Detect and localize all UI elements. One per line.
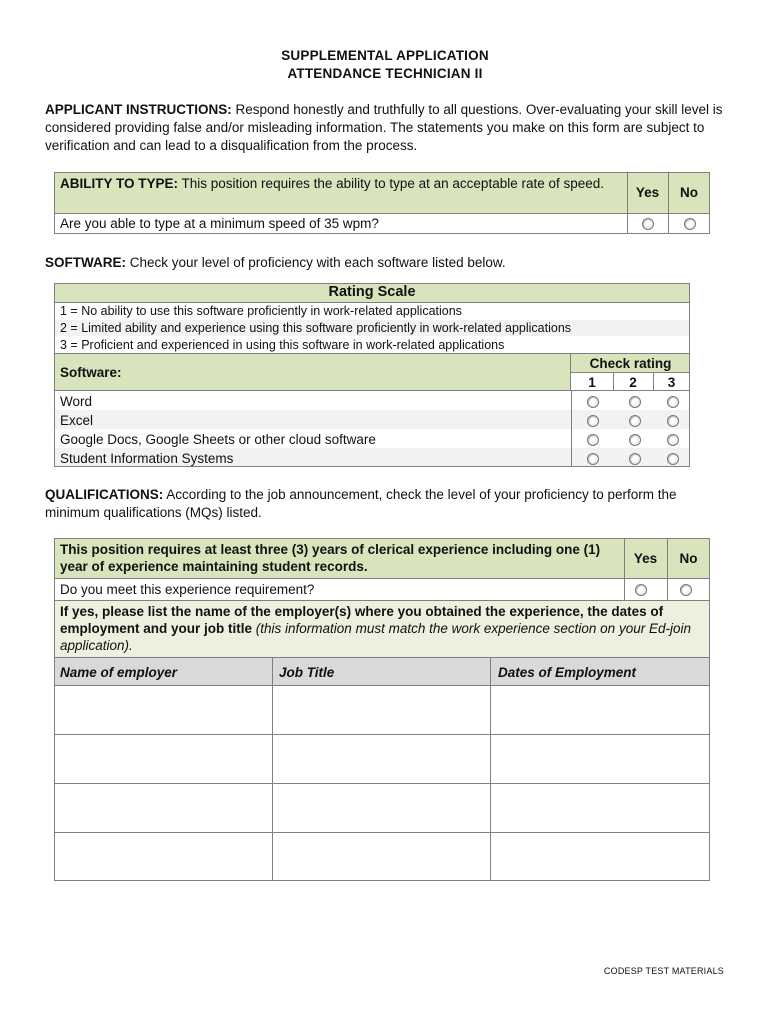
rating-scale-2: 2 = Limited ability and experience using this software proficiently in work-related applications	[60, 321, 572, 335]
qualifications-label: QUALIFICATIONS:	[45, 487, 164, 502]
dates-cell-1[interactable]	[491, 686, 709, 734]
sis-rating-1-radio[interactable]	[587, 453, 599, 465]
footer-text: CODESP TEST MATERIALS	[603, 966, 724, 976]
word-rating-1-radio[interactable]	[587, 396, 599, 408]
title-line-2: ATTENDANCE TECHNICIAN II	[287, 66, 483, 81]
google-rating-3-radio[interactable]	[667, 434, 679, 446]
qualifications-instructions	[45, 486, 735, 522]
employer-cell-2[interactable]	[55, 735, 271, 783]
requirement-text: This position requires at least three (3) years of clerical experience including one (1) year of experience maintaining student records.	[60, 542, 601, 574]
excel-rating-3-radio[interactable]	[667, 415, 679, 427]
typing-text: This position requires the ability to type at an acceptable rate of speed.	[178, 176, 605, 191]
requirement-no-radio[interactable]	[680, 584, 692, 596]
job-title-cell-3[interactable]	[273, 784, 489, 832]
software-label: SOFTWARE:	[45, 255, 126, 270]
typing-label: ABILITY TO TYPE:	[60, 176, 179, 191]
col-dates-header: Dates of Employment	[498, 665, 637, 680]
qualifications-text: According to the job announcement, check the level of your proficiency to perform the minimum qualifications (MQs) listed.	[45, 487, 677, 520]
employer-cell-1[interactable]	[55, 686, 271, 734]
list-note: (this information must match the work experience section on your Ed-join application).	[60, 621, 691, 653]
typing-yes-radio[interactable]	[642, 218, 654, 230]
software-text: Check your level of proficiency with each software listed below.	[126, 255, 506, 270]
typing-no-radio[interactable]	[684, 218, 696, 230]
requirement-yes-header: Yes	[633, 551, 658, 566]
sis-rating-3-radio[interactable]	[667, 453, 679, 465]
job-title-cell-1[interactable]	[273, 686, 489, 734]
google-rating-1-radio[interactable]	[587, 434, 599, 446]
rating-scale-3: 3 = Proficient and experienced in using this software in work-related applications	[60, 338, 505, 352]
experience-prompt	[60, 603, 700, 654]
typing-yes-header: Yes	[635, 185, 660, 200]
typing-no-header: No	[680, 185, 698, 200]
typing-question: Are you able to type at a minimum speed of 35 wpm?	[60, 216, 379, 231]
rating-col-3: 3	[667, 375, 676, 390]
list-prompt: If yes, please list the name of the employer(s) where you obtained the experience, the dates of employment and your job title	[60, 604, 664, 636]
software-instructions	[45, 254, 735, 272]
typing-statement	[60, 175, 620, 192]
job-title-cell-4[interactable]	[273, 833, 489, 880]
instructions-text: Respond honestly and truthfully to all questions. Over-evaluating your skill level is considered providing false and/or misleading information. The statements you make on this form are subject to verification and can lead to a disqualification from the process.	[45, 102, 723, 153]
word-rating-2-radio[interactable]	[629, 396, 641, 408]
employer-cell-3[interactable]	[55, 784, 271, 832]
dates-cell-3[interactable]	[491, 784, 709, 832]
rating-col-1: 1	[588, 375, 596, 390]
employer-cell-4[interactable]	[55, 833, 271, 880]
job-title-cell-2[interactable]	[273, 735, 489, 783]
requirement-question: Do you meet this experience requirement?	[60, 582, 315, 597]
col-job-title-header: Job Title	[279, 665, 335, 680]
software-column-label: Software:	[60, 365, 122, 380]
rating-scale-1: 1 = No ability to use this software proficiently in work-related applications	[60, 304, 462, 318]
instructions-label: APPLICANT INSTRUCTIONS:	[45, 102, 232, 117]
check-rating-label: Check rating	[589, 356, 672, 371]
software-item-google: Google Docs, Google Sheets or other cloud software	[60, 432, 376, 447]
title-line-1: SUPPLEMENTAL APPLICATION	[281, 48, 489, 63]
sis-rating-2-radio[interactable]	[629, 453, 641, 465]
excel-rating-2-radio[interactable]	[629, 415, 641, 427]
google-rating-2-radio[interactable]	[629, 434, 641, 446]
excel-rating-1-radio[interactable]	[587, 415, 599, 427]
rating-scale-title: Rating Scale	[328, 284, 416, 300]
dates-cell-4[interactable]	[491, 833, 709, 880]
rating-col-2: 2	[629, 375, 637, 390]
software-item-excel: Excel	[60, 413, 94, 428]
software-column-header	[54, 353, 571, 391]
software-item-sis: Student Information Systems	[60, 451, 234, 466]
requirement-yes-radio[interactable]	[635, 584, 647, 596]
col-employer-header: Name of employer	[60, 665, 178, 680]
requirement-no-header: No	[679, 551, 698, 566]
word-rating-3-radio[interactable]	[667, 396, 679, 408]
software-item-word: Word	[60, 394, 93, 409]
applicant-instructions	[45, 101, 735, 155]
dates-cell-2[interactable]	[491, 735, 709, 783]
